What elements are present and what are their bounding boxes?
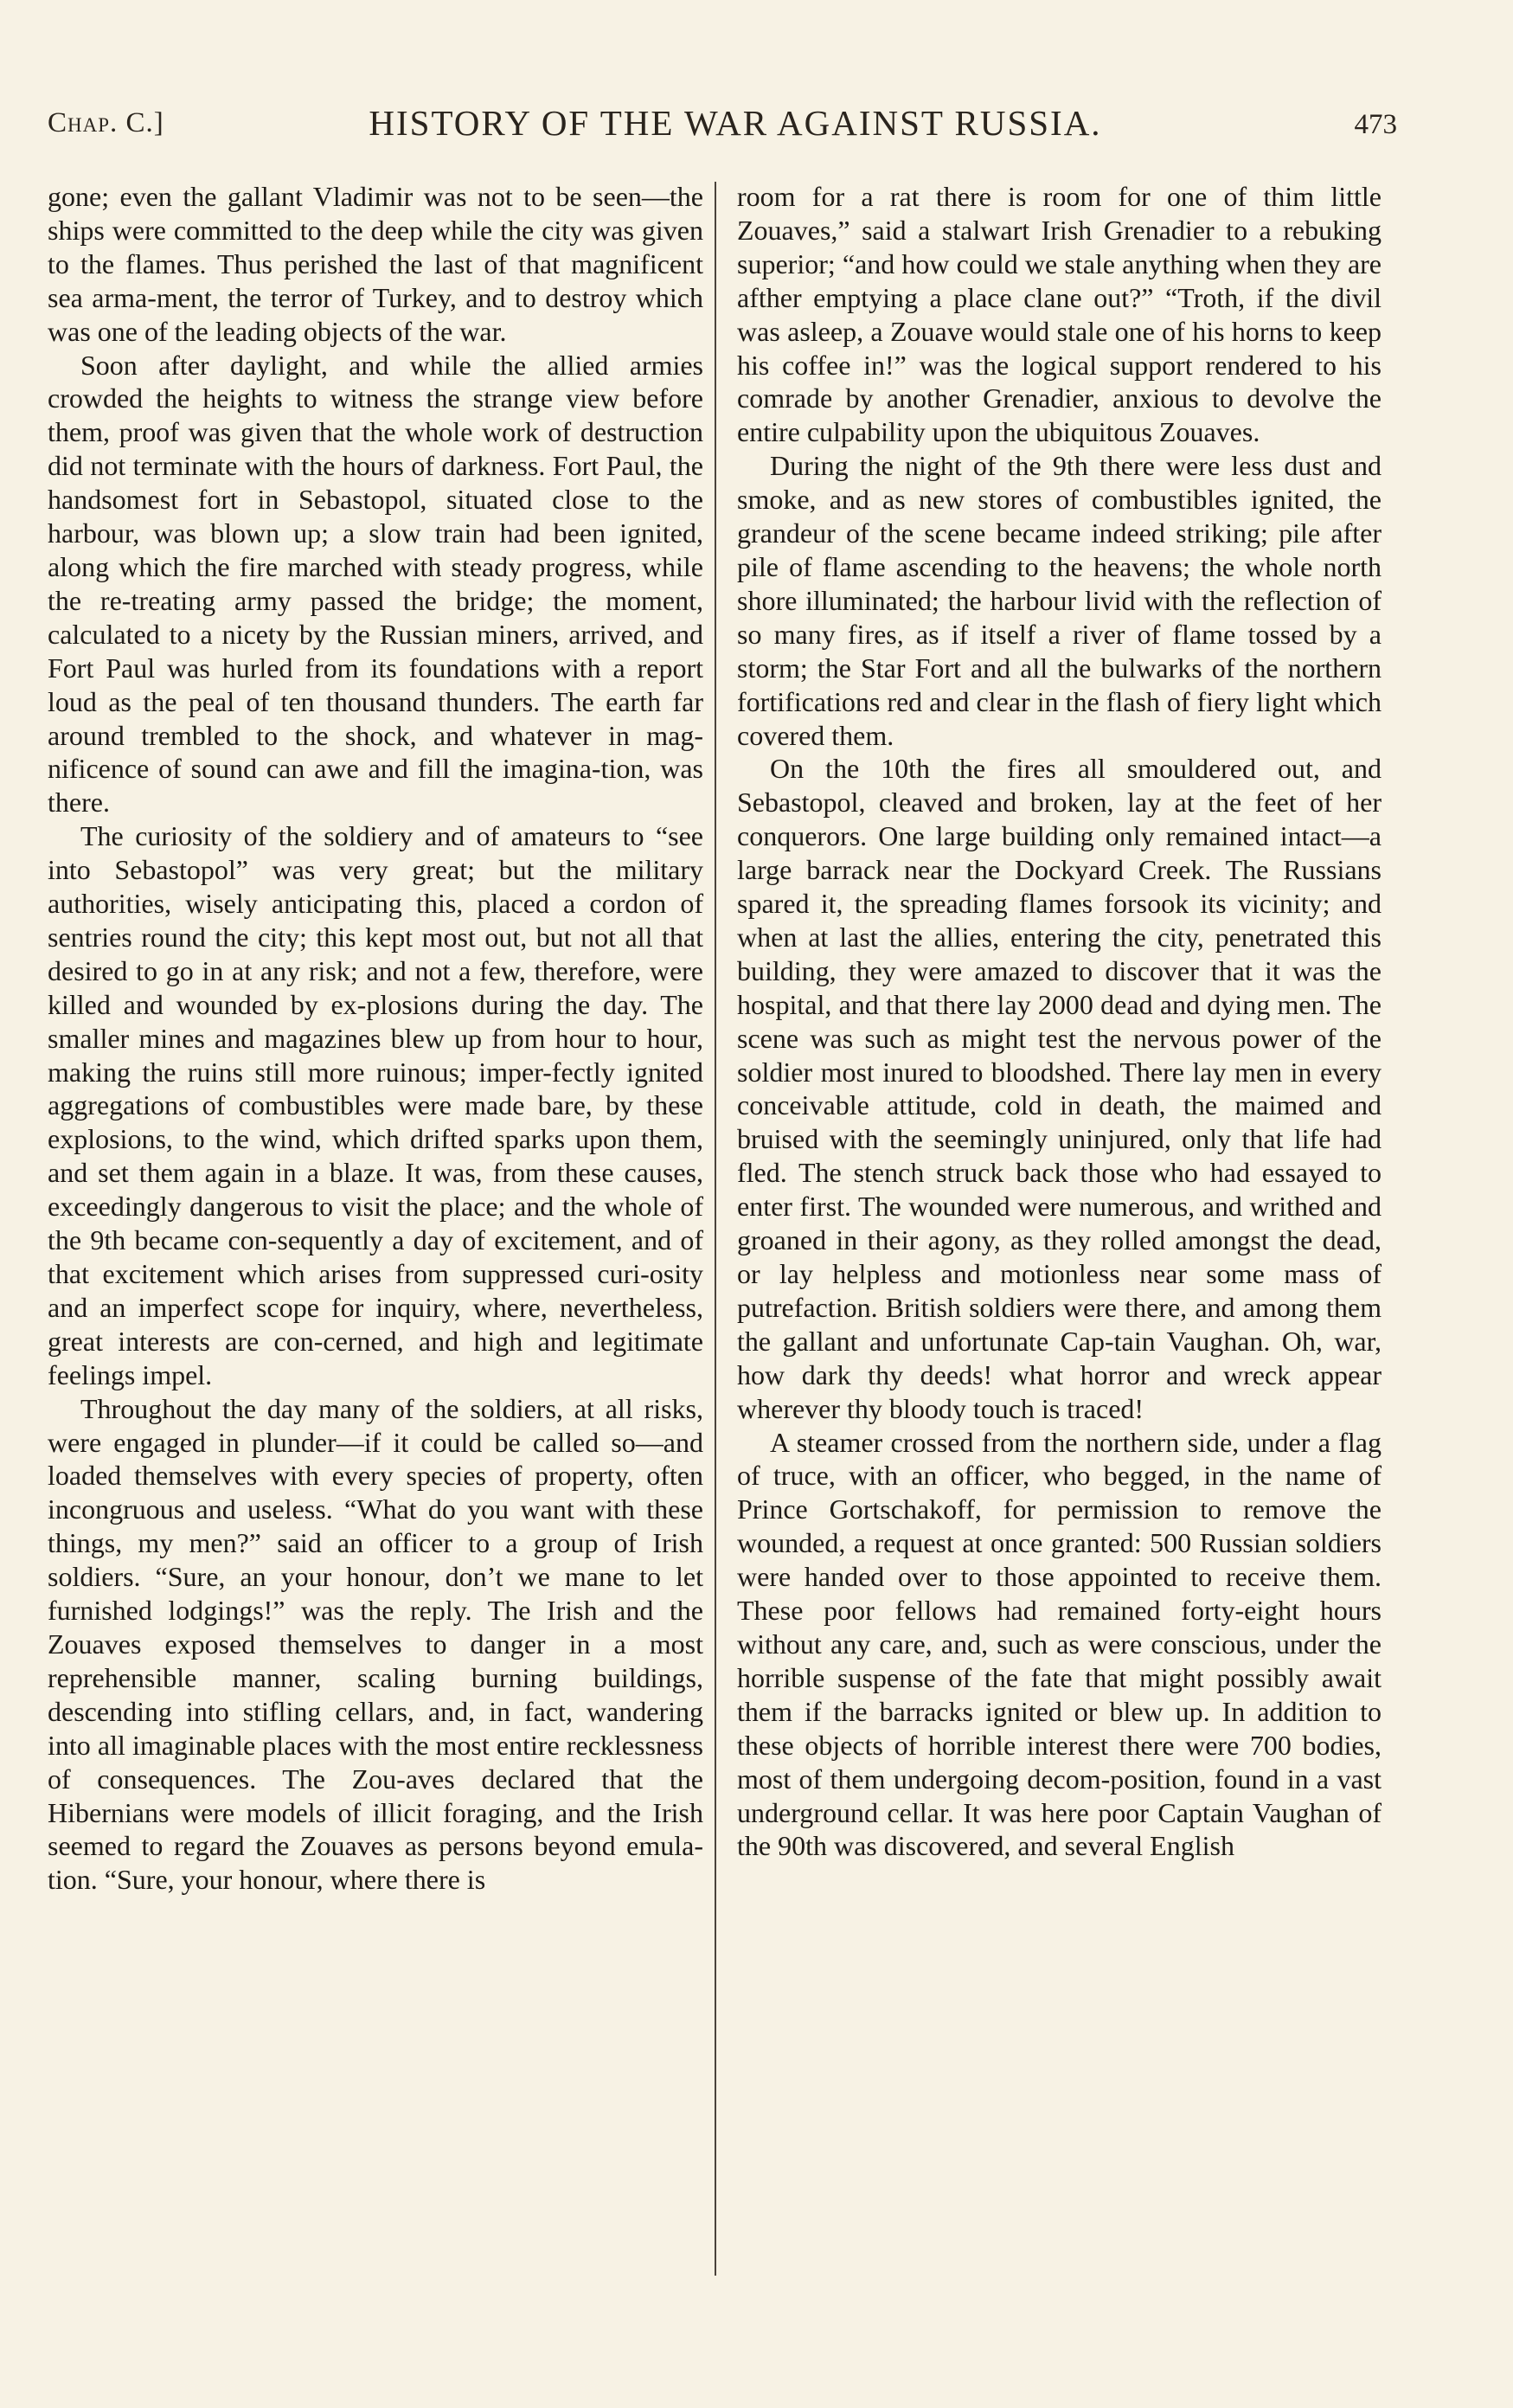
paragraph: During the night of the 9th there were less dust and smoke, and as new stores of combustibles ignited, the grandeur of the scene became indeed striking; pile after pile of flame ascending to the heavens; the whole north shore illuminated; the harbour livid with the reflection of so many fires, as if itself a river of flame tossed by a storm; the Star Fort and all the bulwarks of the northern fortifications red and clear in the flash of fiery light which covered them.	[737, 450, 1382, 751]
paragraph: On the 10th the fires all smouldered out, and Sebastopol, cleaved and broken, lay at the feet of her conquerors. One large building only remained intact—a large barrack near the Dockyard Creek. The Russians spared it, the spreading flames forsook its vicinity; and when at last the allies, entering the city, penetrated this building, they were amazed to discover that it was the hospital, and that there lay 2000 dead and dying men. The scene was such as might test the nervous power of the soldier most inured to bloodshed. There lay men in every conceivable attitude, cold in death, the maimed and bruised with the seemingly uninjured, only that life had fled. The stench struck back those who had essayed to enter first. The wounded were numerous, and writhed and groaned in their agony, as they rolled amongst the dead, or lay helpless and motionless near some mass of putrefaction. British soldiers were there, and among them the gallant and unfortunate Cap-tain Vaughan. Oh, war, how dark thy deeds! what horror and wreck appear wherever thy bloody touch is traced!	[737, 753, 1382, 1424]
left-column	[48, 180, 703, 1897]
paragraph: Soon after daylight, and while the allied armies crowded the heights to witness the strange view before them, proof was given that the whole work of destruction did not terminate with the hours of darkness. Fort Paul, the handsomest fort in Sebastopol, situated close to the harbour, was blown up; a slow train had been ignited, along which the fire marched with steady progress, while the re-treating army passed the bridge; the moment, calculated to a nicety by the Russian miners, arrived, and Fort Paul was hurled from its foundations with a report loud as the peal of ten thousand thunders. The earth far around trembled to the shock, and whatever in mag-nificence of sound can awe and fill the imagina-tion, was there.	[48, 349, 703, 819]
paragraph: Throughout the day many of the soldiers, at all risks, were engaged in plunder—if it could be called so—and loaded themselves with every species of property, often incongruous and useless. “What do you want with these things, my men?” said an officer to a group of Irish soldiers. “Sure, an your honour, don’t we mane to let furnished lodgings!” was the reply. The Irish and the Zouaves exposed themselves to danger in a most reprehensible manner, scaling burning buildings, descending into stifling cellars, and, in fact, wandering into all imaginable places with the most entire recklessness of consequences. The Zou-aves declared that the Hibernians were models of illicit foraging, and the Irish seemed to regard the Zouaves as persons beyond emula-tion. “Sure, your honour, where there is	[48, 1392, 703, 1896]
chapter-label: Chap. C.]	[48, 107, 164, 138]
column-divider	[715, 182, 716, 2276]
right-column	[737, 180, 1382, 1863]
paragraph: A steamer crossed from the northern side, under a flag of truce, with an officer, who begged, in the name of Prince Gortschakoff, for permission to remove the wounded, a request at once granted: 500 Russian soldiers were handed over to those appointed to receive them. These poor fellows had remained forty-eight hours without any care, and, such as were conscious, under the horrible suspense of the fate that might possibly await them if the barracks ignited or blew up. In addition to these objects of horrible interest there were 700 bodies, most of them undergoing decom-position, found in a vast underground cellar. It was here poor Captain Vaughan of the 90th was discovered, and several English	[737, 1426, 1382, 1862]
paragraph: gone; even the gallant Vladimir was not to be seen—the ships were committed to the deep while the city was given to the flames. Thus perished the last of that magnificent sea arma-ment, the terror of Turkey, and to destroy which was one of the leading objects of the war.	[48, 181, 703, 347]
paragraph: room for a rat there is room for one of thim little Zouaves,” said a stalwart Irish Grenadier to a rebuking superior; “and how could we stale anything when they are afther emptying a place clane out?” “Troth, if the divil was asleep, a Zouave would stale one of his horns to keep his coffee in!” was the logical support rendered to his comrade by another Grenadier, anxious to devolve the entire culpability upon the ubiquitous Zouaves.	[737, 181, 1382, 448]
page-title: HISTORY OF THE WAR AGAINST RUSSIA.	[369, 103, 1102, 143]
running-head	[48, 102, 1397, 154]
paragraph: The curiosity of the soldiery and of amateurs to “see into Sebastopol” was very great; but the military authorities, wisely anticipating this, placed a cordon of sentries round the city; this kept most out, but not all that desired to go in at any risk; and not a few, therefore, were killed and wounded by ex-plosions during the day. The smaller mines and magazines blew up from hour to hour, making the ruins still more ruinous; imper-fectly ignited aggregations of combustibles were made bare, by these explosions, to the wind, which drifted sparks upon them, and set them again in a blaze. It was, from these causes, exceedingly dangerous to visit the place; and the whole of the 9th became con-sequently a day of excitement, and of that excitement which arises from suppressed curi-osity and an imperfect scope for inquiry, where, nevertheless, great interests are con-cerned, and high and legitimate feelings impel.	[48, 820, 703, 1390]
page-number: 473	[1354, 109, 1397, 140]
